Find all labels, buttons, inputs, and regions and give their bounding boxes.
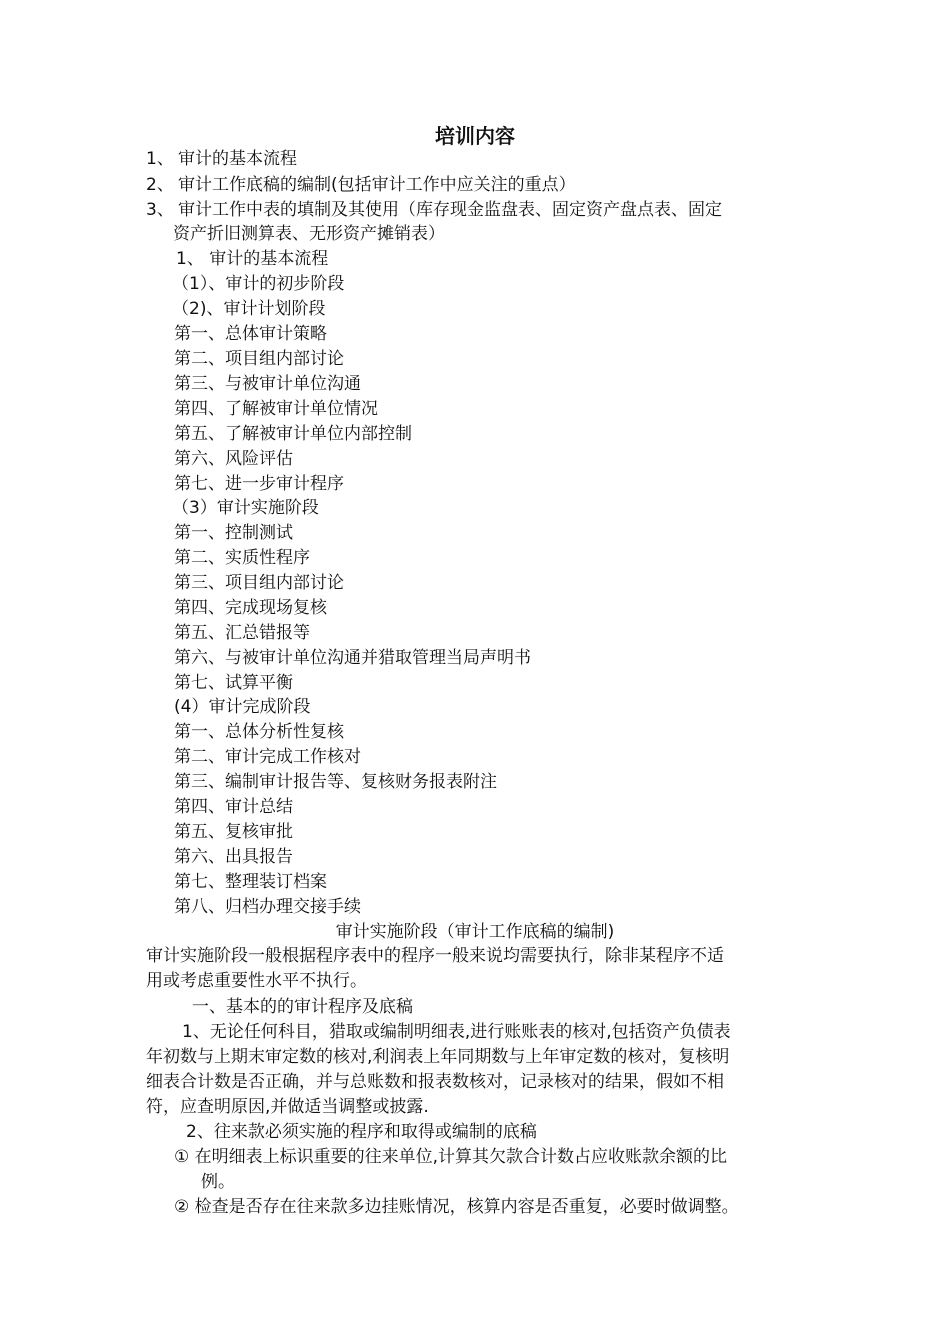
list-item: 第五、汇总错报等 <box>174 623 310 643</box>
list-item: 第一、控制测试 <box>174 523 293 543</box>
list-item: 第二、实质性程序 <box>174 548 310 568</box>
stage-heading: （1）、审计的初步阶段 <box>172 274 345 294</box>
numbered-item: ① 在明细表上标识重要的往来单位,计算其欠款合计数占应收账款余额的比 <box>174 1147 728 1167</box>
list-item: 第三、项目组内部讨论 <box>174 573 344 593</box>
list-item: 第七、整理装订档案 <box>174 872 327 892</box>
list-item: 第七、进一步审计程序 <box>174 474 344 494</box>
outline-number: 2、 <box>146 175 174 195</box>
paragraph-line: 年初数与上期末审定数的核对,利润表上年同期数与上年审定数的核对，复核明 <box>146 1047 730 1067</box>
stage-heading: （3）审计实施阶段 <box>172 498 319 518</box>
section-heading: 1、 审计的基本流程 <box>176 249 329 269</box>
paragraph-line: 符，应查明原因,并做适当调整或披露. <box>146 1097 429 1117</box>
list-item: 第四、完成现场复核 <box>174 598 327 618</box>
outline-text: 审计工作中表的填制及其使用（库存现金监盘表、固定资产盘点表、固定 <box>178 200 722 220</box>
stage-heading: (4）审计完成阶段 <box>174 697 311 717</box>
list-item: 第三、编制审计报告等、复核财务报表附注 <box>174 772 497 792</box>
stage-heading: （2)、审计计划阶段 <box>172 299 326 319</box>
outline-number: 1、 <box>146 149 174 169</box>
paragraph-line: 用或考虑重要性水平不执行。 <box>146 971 367 991</box>
outline-item-1 <box>146 147 297 172</box>
list-item: 第六、风险评估 <box>174 449 293 469</box>
section-title: 审计实施阶段（审计工作底稿的编制) <box>335 922 615 942</box>
outline-item-2 <box>146 173 576 198</box>
list-item: 第六、与被审计单位沟通并猎取管理当局声明书 <box>174 648 531 668</box>
list-item: 第四、审计总结 <box>174 797 293 817</box>
list-item: 第五、了解被审计单位内部控制 <box>174 424 412 444</box>
list-item: 第五、复核审批 <box>174 822 293 842</box>
numbered-item: ② 检查是否存在往来款多边挂账情况，核算内容是否重复，必要时做调整。 <box>174 1197 739 1217</box>
list-item: 第二、项目组内部讨论 <box>174 349 344 369</box>
paragraph-line: 1、无论任何科目，猎取或编制明细表,进行账账表的核对,包括资产负债表 <box>182 1022 731 1042</box>
list-item: 第六、出具报告 <box>174 847 293 867</box>
document-title: 培训内容 <box>435 124 515 148</box>
outline-item-3-continued: 资产折旧测算表、无形资产摊销表） <box>173 224 445 244</box>
list-item: 第三、与被审计单位沟通 <box>174 374 361 394</box>
outline-text: 审计工作底稿的编制(包括审计工作中应关注的重点） <box>178 175 576 195</box>
list-item: 第一、总体审计策略 <box>174 324 327 344</box>
subsection-heading: 一、基本的的审计程序及底稿 <box>192 997 413 1017</box>
paragraph-line: 审计实施阶段一般根据程序表中的程序一般来说均需要执行，除非某程序不适 <box>146 946 724 966</box>
subsection-heading: 2、往来款必须实施的程序和取得或编制的底稿 <box>186 1122 537 1142</box>
outline-text: 审计的基本流程 <box>178 149 297 169</box>
outline-number: 3、 <box>146 200 174 220</box>
numbered-item-continued: 例。 <box>201 1172 235 1192</box>
paragraph-line: 细表合计数是否正确，并与总账数和报表数核对，记录核对的结果，假如不相 <box>146 1072 724 1092</box>
list-item: 第八、归档办理交接手续 <box>174 897 361 917</box>
list-item: 第一、总体分析性复核 <box>174 722 344 742</box>
list-item: 第二、审计完成工作核对 <box>174 747 361 767</box>
list-item: 第七、试算平衡 <box>174 673 293 693</box>
list-item: 第四、了解被审计单位情况 <box>174 399 378 419</box>
outline-item-3 <box>146 198 722 223</box>
